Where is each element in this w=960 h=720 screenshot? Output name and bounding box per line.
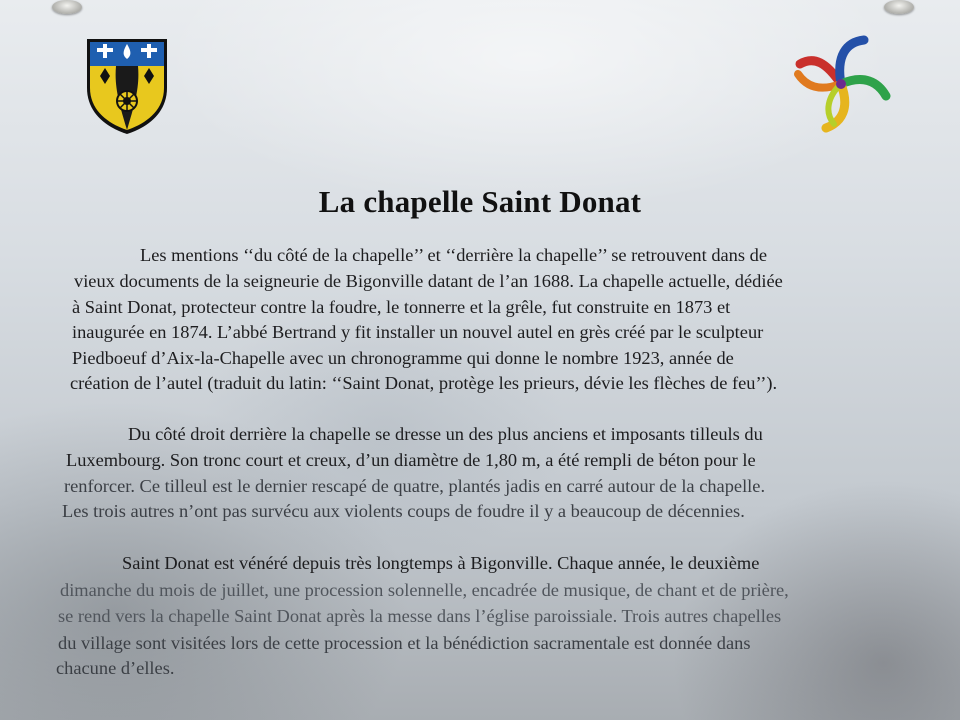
paragraph-3-line-5: chacune d’elles.: [56, 658, 175, 678]
paragraph-1-line-2: vieux documents de la seigneurie de Bigonville datant de l’an 1688. La chapelle actuelle, dédiée: [74, 271, 783, 291]
paragraph-2-line-1: Du côté droit derrière la chapelle se dresse un des plus anciens et imposants tilleuls du: [128, 424, 763, 444]
swirl-logo-icon: [786, 34, 896, 134]
paragraph-2-line-2: Luxembourg. Son tronc court et creux, d’un diamètre de 1,80 m, a été rempli de béton pour le: [66, 450, 756, 470]
coat-of-arms-icon: [84, 36, 170, 136]
paragraph-1-line-4: inaugurée en 1874. L’abbé Bertrand y fit installer un nouvel autel en grès créé par le sculpteur: [72, 322, 764, 342]
paragraph-1-line-5: Piedboeuf d’Aix-la-Chapelle avec un chronogramme qui donne le nombre 1923, année de: [72, 348, 734, 368]
mounting-bolt-right: [884, 0, 914, 14]
paragraph-3-line-1: Saint Donat est vénéré depuis très longtemps à Bigonville. Chaque année, le deuxième: [122, 553, 760, 573]
paragraph-2-line-3: renforcer. Ce tilleul est le dernier rescapé de quatre, plantés jadis en carré autour de la chapelle.: [64, 476, 766, 496]
paragraph-3-line-4: du village sont visitées lors de cette procession et la bénédiction sacramentale est donnée dans: [58, 633, 751, 653]
paragraph-1-line-3: à Saint Donat, protecteur contre la foudre, le tonnerre et la grêle, fut construite en 1873 et: [72, 297, 731, 317]
sign-title: La chapelle Saint Donat: [318, 184, 642, 219]
paragraph-2-line-4: Les trois autres n’ont pas survécu aux violents coups de foudre il y a beaucoup de décennies.: [62, 501, 745, 521]
paragraph-3-line-3: se rend vers la chapelle Saint Donat après la messe dans l’église paroissiale. Trois autres chapelles: [58, 606, 782, 626]
paragraph-3-line-2: dimanche du mois de juillet, une procession solennelle, encadrée de musique, de chant et de prière,: [60, 580, 789, 600]
paragraph-1-line-6: création de l’autel (traduit du latin: ‘‘Saint Donat, protège les prieurs, dévie les flèches de feu’’).: [70, 373, 778, 393]
mounting-bolt-left: [52, 0, 82, 14]
paragraph-1-line-1: Les mentions ‘‘du côté de la chapelle’’ et ‘‘derrière la chapelle’’ se retrouvent dans de: [140, 245, 767, 265]
